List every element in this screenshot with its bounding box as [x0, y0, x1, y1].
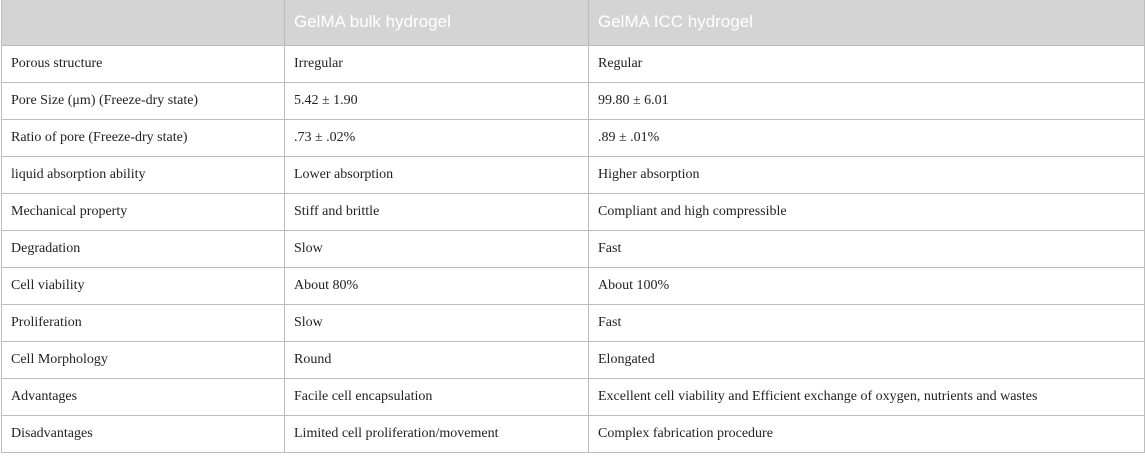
icc-value-cell: Higher absorption — [589, 156, 1145, 193]
bulk-value-cell: Limited cell proliferation/movement — [285, 415, 589, 452]
header-cell-property — [2, 0, 285, 45]
row-label-cell: Disadvantages — [2, 415, 285, 452]
table-header — [2, 0, 1145, 45]
table-row — [2, 267, 1145, 304]
bulk-value-cell: .73 ± .02% — [285, 119, 589, 156]
bulk-value-cell: Irregular — [285, 45, 589, 82]
icc-value-cell: Compliant and high compressible — [589, 193, 1145, 230]
table-row — [2, 341, 1145, 378]
icc-value-cell: Fast — [589, 230, 1145, 267]
row-label-cell: Cell viability — [2, 267, 285, 304]
row-label-cell: Degradation — [2, 230, 285, 267]
table-row — [2, 415, 1145, 452]
bulk-value-cell: Slow — [285, 304, 589, 341]
table-row — [2, 45, 1145, 82]
icc-value-cell: Complex fabrication procedure — [589, 415, 1145, 452]
bulk-value-cell: Facile cell encapsulation — [285, 378, 589, 415]
icc-value-cell: Regular — [589, 45, 1145, 82]
row-label-cell: Porous structure — [2, 45, 285, 82]
bulk-value-cell: About 80% — [285, 267, 589, 304]
row-label-cell: Ratio of pore (Freeze-dry state) — [2, 119, 285, 156]
icc-value-cell: About 100% — [589, 267, 1145, 304]
icc-value-cell: Elongated — [589, 341, 1145, 378]
icc-value-cell: .89 ± .01% — [589, 119, 1145, 156]
table-row — [2, 193, 1145, 230]
table-row — [2, 230, 1145, 267]
row-label-cell: Mechanical property — [2, 193, 285, 230]
bulk-value-cell: Stiff and brittle — [285, 193, 589, 230]
icc-value-cell: 99.80 ± 6.01 — [589, 82, 1145, 119]
row-label-cell: Pore Size (μm) (Freeze-dry state) — [2, 82, 285, 119]
row-label-cell: Proliferation — [2, 304, 285, 341]
icc-value-cell: Fast — [589, 304, 1145, 341]
header-row — [2, 0, 1145, 45]
bulk-value-cell: Slow — [285, 230, 589, 267]
table-row — [2, 304, 1145, 341]
bulk-value-cell: Lower absorption — [285, 156, 589, 193]
row-label-cell: Cell Morphology — [2, 341, 285, 378]
header-cell-icc-hydrogel: GelMA ICC hydrogel — [589, 0, 1145, 45]
header-cell-bulk-hydrogel: GelMA bulk hydrogel — [285, 0, 589, 45]
row-label-cell: Advantages — [2, 378, 285, 415]
table-row — [2, 156, 1145, 193]
row-label-cell: liquid absorption ability — [2, 156, 285, 193]
table-body — [2, 45, 1145, 452]
bulk-value-cell: Round — [285, 341, 589, 378]
comparison-table — [1, 0, 1145, 453]
bulk-value-cell: 5.42 ± 1.90 — [285, 82, 589, 119]
table-row — [2, 119, 1145, 156]
table-row — [2, 378, 1145, 415]
table-row — [2, 82, 1145, 119]
icc-value-cell: Excellent cell viability and Efficient exchange of oxygen, nutrients and wastes — [589, 378, 1145, 415]
